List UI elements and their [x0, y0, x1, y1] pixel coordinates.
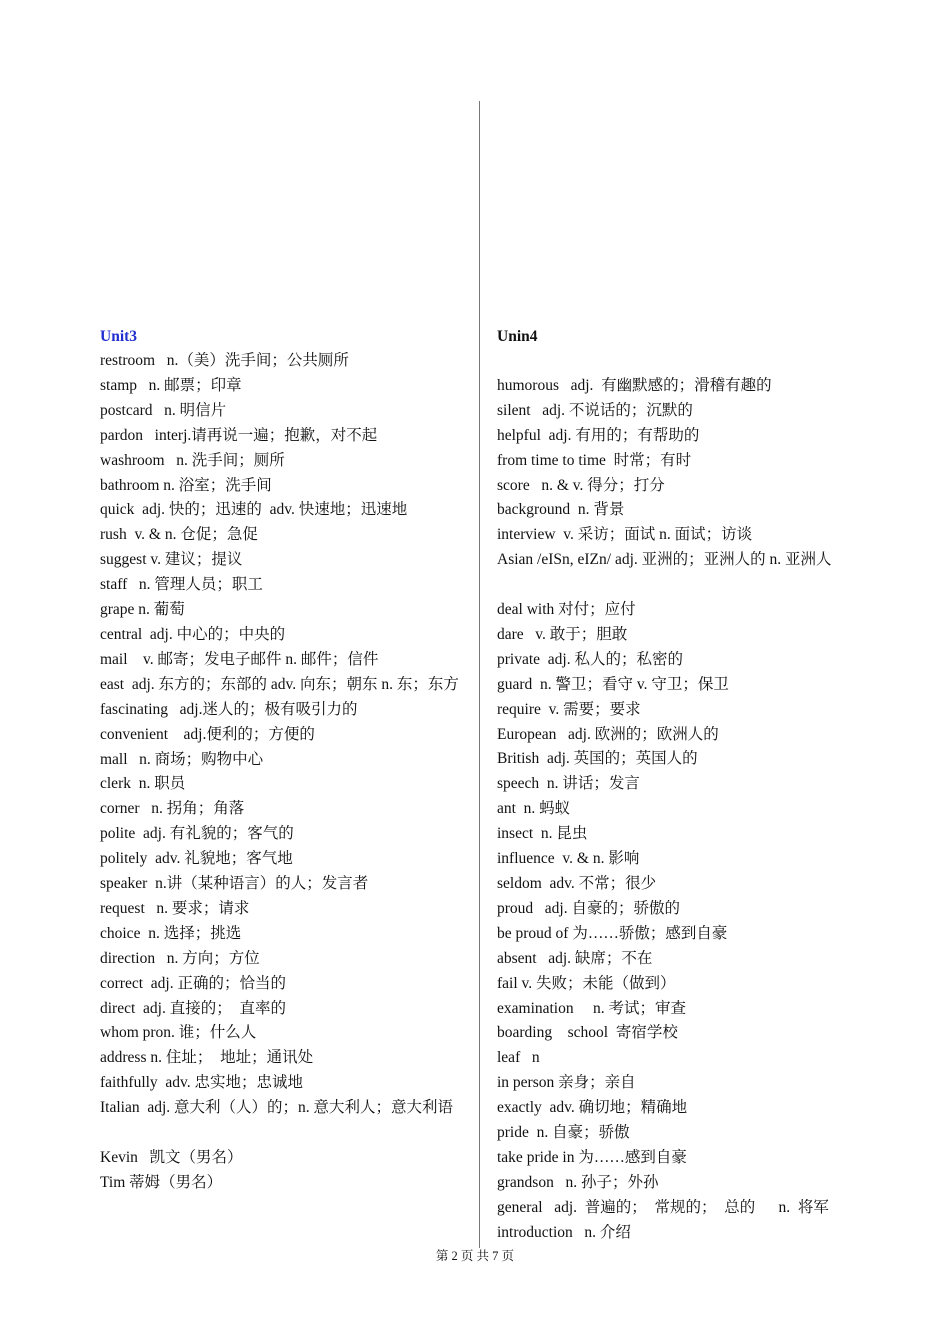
- vocab-entry: east adj. 东方的；东部的 adv. 向东；朝东 n. 东；东方: [100, 675, 459, 693]
- vocab-entry: central adj. 中心的；中央的: [100, 625, 286, 643]
- vocab-entry: politely adv. 礼貌地；客气地: [100, 850, 293, 868]
- vocab-entry: [497, 573, 865, 598]
- unit4-heading: Unin4: [497, 328, 538, 345]
- vocab-entry: grape n. 葡萄: [100, 601, 185, 619]
- vocab-entry: ant n. 蚂蚁: [497, 800, 571, 818]
- vocab-entry: clerk n. 职员: [100, 775, 186, 793]
- vocab-entry: require v. 需要；要求: [497, 700, 641, 718]
- vocab-entry: helpful adj. 有用的；有帮助的: [497, 426, 700, 444]
- vocab-entry: speech n. 讲话；发言: [497, 775, 640, 793]
- vocab-entry: introduction n. 介绍: [497, 1223, 631, 1241]
- vocab-entry: seldom adv. 不常；很少: [497, 875, 657, 892]
- vocab-entry: restroom n.（美）洗手间；公共厕所: [100, 352, 349, 369]
- vocab-entry: interview v. 采访；面试 n. 面试；访谈: [497, 526, 753, 544]
- vocab-entry: faithfully adv. 忠实地；忠诚地: [100, 1074, 304, 1092]
- vocab-entry: fascinating adj.迷人的；极有吸引力的: [100, 700, 358, 718]
- vocab-entry: in person 亲身；亲自: [497, 1074, 636, 1092]
- vocab-entry: postcard n. 明信片: [100, 401, 227, 419]
- vocab-entry: whom pron. 谁；什么人: [100, 1024, 257, 1042]
- vocab-entry: Asian /eISn, eIZn/ adj. 亚洲的；亚洲人的 n. 亚洲人: [497, 551, 832, 569]
- vocab-entry: absent adj. 缺席；不在: [497, 949, 653, 967]
- vocab-entry: convenient adj.便利的；方便的: [100, 725, 315, 743]
- vocab-entry: pride n. 自豪；骄傲: [497, 1124, 630, 1142]
- column-divider: [479, 101, 480, 1248]
- vocab-entry: bathroom n. 浴室；洗手间: [100, 476, 272, 494]
- vocab-entry: choice n. 选择；挑选: [100, 924, 242, 942]
- vocab-entry: take pride in 为……感到自豪: [497, 1148, 687, 1166]
- vocab-entry: grandson n. 孙子；外孙: [497, 1173, 659, 1191]
- vocab-entry: direct adj. 直接的； 直率的: [100, 999, 286, 1017]
- unit3-vocabulary-list: [100, 349, 468, 1196]
- vocab-entry: fail v. 失败；未能（做到）: [497, 974, 676, 992]
- vocab-entry: [100, 1121, 468, 1146]
- vocab-entry: humorous adj. 有幽默感的；滑稽有趣的: [497, 376, 772, 394]
- vocab-entry: mall n. 商场；购物中心: [100, 750, 264, 768]
- unit4-vocabulary-list: [497, 349, 865, 1246]
- vocab-entry: examination n. 考试；审查: [497, 999, 686, 1017]
- vocab-entry: proud adj. 自豪的；骄傲的: [497, 899, 680, 917]
- vocab-entry: mail v. 邮寄；发电子邮件 n. 邮件；信件: [100, 650, 379, 668]
- vocab-entry: influence v. & n. 影响: [497, 850, 640, 868]
- vocab-entry: guard n. 警卫；看守 v. 守卫；保卫: [497, 675, 729, 693]
- vocab-entry: [497, 349, 865, 374]
- vocab-entry: general adj. 普遍的； 常规的； 总的 n. 将军: [497, 1198, 829, 1216]
- vocab-entry: stamp n. 邮票；印章: [100, 376, 242, 394]
- vocab-entry: exactly adv. 确切地；精确地: [497, 1099, 688, 1117]
- vocab-entry: address n. 住址； 地址；通讯处: [100, 1049, 314, 1067]
- right-column-unit4: [497, 324, 865, 1246]
- vocab-entry: polite adj. 有礼貌的；客气的: [100, 825, 294, 843]
- vocab-entry: suggest v. 建议；提议: [100, 551, 243, 569]
- vocab-entry: staff n. 管理人员；职工: [100, 576, 263, 594]
- vocab-entry: rush v. & n. 仓促；急促: [100, 526, 258, 544]
- vocab-entry: request n. 要求；请求: [100, 899, 250, 917]
- vocab-entry: leaf n: [497, 1049, 540, 1067]
- vocab-entry: deal with 对付；应付: [497, 601, 636, 619]
- vocab-entry: Tim 蒂姆（男名）: [100, 1173, 223, 1191]
- vocab-entry: insect n. 昆虫: [497, 825, 588, 843]
- vocab-entry: quick adj. 快的；迅速的 adv. 快速地；迅速地: [100, 501, 408, 519]
- unit3-heading: Unit3: [100, 328, 138, 345]
- left-column-unit3: [100, 324, 468, 1196]
- vocab-entry: from time to time 时常；有时: [497, 451, 692, 469]
- vocab-entry: be proud of 为……骄傲；感到自豪: [497, 924, 728, 942]
- vocab-entry: speaker n.讲（某种语言）的人；发言者: [100, 875, 369, 893]
- vocab-entry: dare v. 敢于；胆敢: [497, 625, 628, 643]
- vocab-entry: Kevin 凯文（男名）: [100, 1148, 243, 1166]
- vocab-entry: background n. 背景: [497, 501, 625, 519]
- vocab-entry: washroom n. 洗手间；厕所: [100, 451, 285, 469]
- vocab-entry: correct adj. 正确的；恰当的: [100, 974, 286, 992]
- page-number-footer: 第 2 页 共 7 页: [435, 1249, 515, 1263]
- vocab-entry: European adj. 欧洲的；欧洲人的: [497, 725, 719, 743]
- vocab-entry: corner n. 拐角；角落: [100, 800, 245, 818]
- vocab-entry: British adj. 英国的；英国人的: [497, 750, 698, 768]
- vocab-entry: pardon interj.请再说一遍；抱歉，对不起: [100, 426, 378, 444]
- vocab-entry: boarding school 寄宿学校: [497, 1024, 678, 1042]
- vocab-entry: private adj. 私人的；私密的: [497, 650, 683, 668]
- vocab-entry: direction n. 方向；方位: [100, 949, 260, 967]
- vocab-entry: score n. & v. 得分；打分: [497, 476, 665, 494]
- vocab-entry: silent adj. 不说话的；沉默的: [497, 401, 693, 419]
- vocab-entry: Italian adj. 意大利（人）的；n. 意大利人；意大利语: [100, 1099, 454, 1117]
